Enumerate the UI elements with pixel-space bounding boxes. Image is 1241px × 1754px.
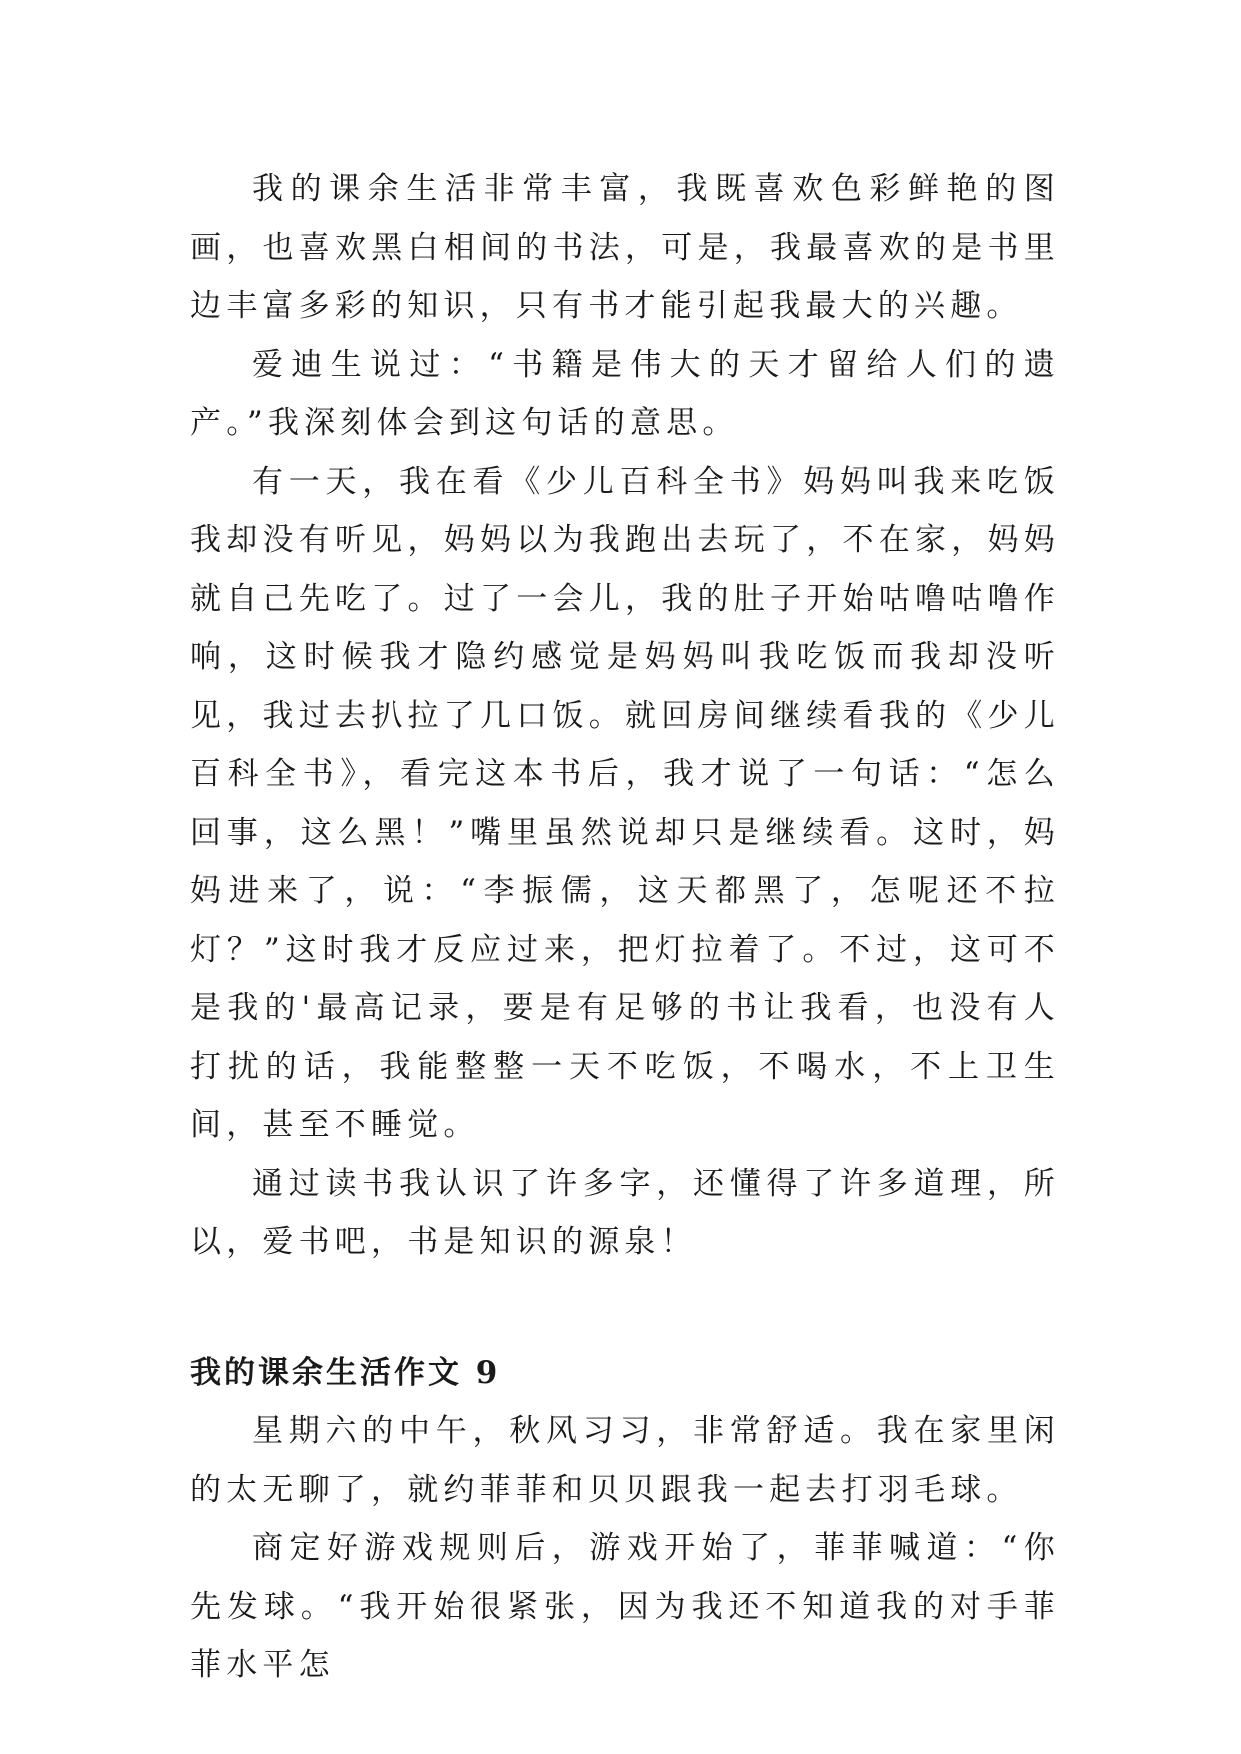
section-title: 我的课余生活作文 9 <box>190 1354 501 1391</box>
paragraph-2: 爱迪生说过：“书籍是伟大的天才留给人们的遗产。”我深刻体会到这句话的意思。 <box>190 346 1060 441</box>
paragraph-3: 有一天，我在看《少儿百科全书》妈妈叫我来吃饭我却没有听见，妈妈以为我跑出去玩了，不在家，妈妈就自己先吃了。过了一会儿，我的肚子开始咕噜咕噜作响，这时候我才隐约感觉是妈妈叫我吃饭而我却没听见，我过去扒拉了几口饭。就回房间继续看我的《少儿百科全书》，看完这本书后，我才说了一句话：“怎么回事，这么黑！”嘴里虽然说却只是继续看。这时，妈妈进来了，说：“李振儒，这天都黑了，怎呢还不拉灯？”这时我才反应过来，把灯拉着了。不过，这可不是我的'最高记录，要是有足够的书让我看，也没有人打扰的话，我能整整一天不吃饭，不喝水，不上卫生间，甚至不睡觉。 <box>190 463 1060 1143</box>
paragraph-1: 我的课余生活非常丰富，我既喜欢色彩鲜艳的图画，也喜欢黑白相间的书法，可是，我最喜欢的是书里边丰富多彩的知识，只有书才能引起我最大的兴趣。 <box>190 171 1060 324</box>
paragraph-4: 通过读书我认识了许多字，还懂得了许多道理，所以，爱书吧，书是知识的源泉！ <box>190 1165 1060 1260</box>
document-body <box>190 160 1060 1695</box>
paragraph-5: 星期六的中午，秋风习习，非常舒适。我在家里闲的太无聊了，就约菲菲和贝贝跟我一起去打羽毛球。 <box>190 1413 1060 1508</box>
paragraph-6: 商定好游戏规则后，游戏开始了，菲菲喊道：“你先发球。“我开始很紧张，因为我还不知道我的对手菲菲水平怎 <box>190 1530 1060 1683</box>
